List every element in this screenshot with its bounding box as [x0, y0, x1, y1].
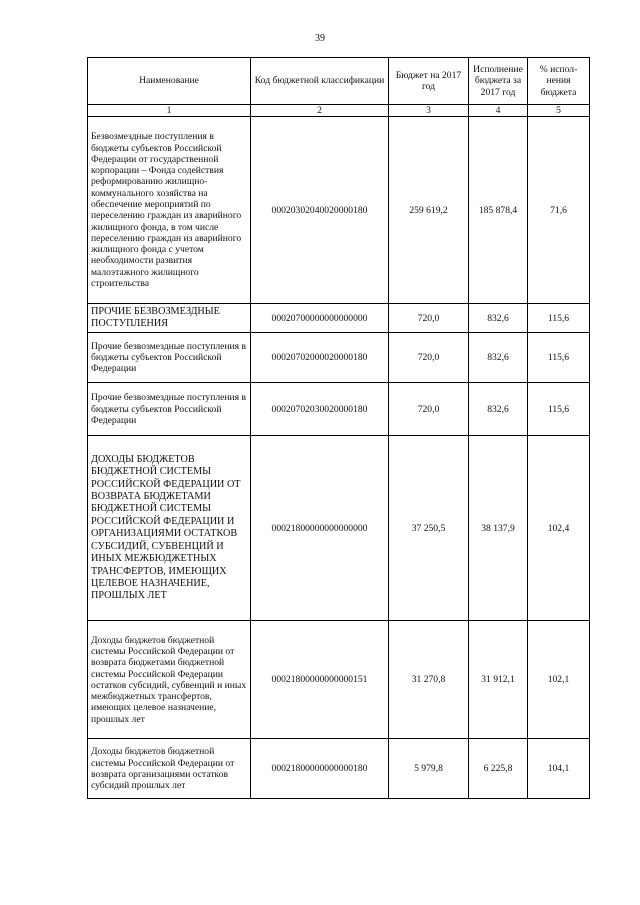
- row-budget: 31 270,8: [389, 621, 469, 739]
- row-budget: 37 250,5: [389, 436, 469, 621]
- column-number: 2: [251, 105, 389, 117]
- row-budget: 720,0: [389, 333, 469, 383]
- header-code: Код бюджетной классификации: [251, 58, 389, 105]
- row-execution: 185 878,4: [469, 117, 528, 304]
- row-code: 00020702030020000180: [251, 383, 389, 436]
- row-execution: 832,6: [469, 304, 528, 333]
- table-row: [88, 436, 590, 621]
- row-execution: 6 225,8: [469, 739, 528, 799]
- column-number: 3: [389, 105, 469, 117]
- row-budget: 259 619,2: [389, 117, 469, 304]
- row-execution: 832,6: [469, 333, 528, 383]
- row-percent: 115,6: [528, 333, 590, 383]
- row-name: Прочие безвозмездные поступления в бюджеты субъектов Российской Федерации: [88, 383, 251, 436]
- table-row: [88, 304, 590, 333]
- row-percent: 102,1: [528, 621, 590, 739]
- table-row: [88, 383, 590, 436]
- row-percent: 104,1: [528, 739, 590, 799]
- row-code: 00020702000020000180: [251, 333, 389, 383]
- row-code: 00020700000000000000: [251, 304, 389, 333]
- header-name: Наименование: [88, 58, 251, 105]
- table-row: [88, 739, 590, 799]
- row-budget: 720,0: [389, 383, 469, 436]
- table-row: [88, 333, 590, 383]
- row-name: ПРОЧИЕ БЕЗВОЗМЕЗДНЫЕ ПОСТУПЛЕНИЯ: [88, 304, 251, 333]
- budget-table: [87, 57, 590, 799]
- row-budget: 720,0: [389, 304, 469, 333]
- row-execution: 38 137,9: [469, 436, 528, 621]
- row-code: 00021800000000000180: [251, 739, 389, 799]
- row-code: 00021800000000000000: [251, 436, 389, 621]
- column-number: 5: [528, 105, 590, 117]
- header-execution: Исполнение бюджета за 2017 год: [469, 58, 528, 105]
- row-percent: 115,6: [528, 304, 590, 333]
- column-number: 4: [469, 105, 528, 117]
- row-code: 00021800000000000151: [251, 621, 389, 739]
- table-header-row: [88, 58, 590, 105]
- row-name: Доходы бюджетов бюджетной системы Российской Федерации от возврата организациями остатков субсидий прошлых лет: [88, 739, 251, 799]
- row-budget: 5 979,8: [389, 739, 469, 799]
- row-name: Прочие безвозмездные поступления в бюджеты субъектов Российской Федерации: [88, 333, 251, 383]
- row-name: ДОХОДЫ БЮДЖЕТОВ БЮДЖЕТНОЙ СИСТЕМЫ РОССИЙСКОЙ ФЕДЕРАЦИИ ОТ ВОЗВРАТА БЮДЖЕТАМИ БЮДЖЕТНОЙ СИСТЕМЫ РОССИЙСКОЙ ФЕДЕРАЦИИ И ОРГАНИЗАЦИЯМИ ОСТАТКОВ СУБСИДИЙ, СУБВЕНЦИЙ И ИНЫХ МЕЖБЮДЖЕТНЫХ ТРАНСФЕРТОВ, ИМЕЮЩИХ ЦЕЛЕВОЕ НАЗНАЧЕНИЕ, ПРОШЛЫХ ЛЕТ: [88, 436, 251, 621]
- column-number-row: [88, 105, 590, 117]
- header-budget: Бюджет на 2017 год: [389, 58, 469, 105]
- column-number: 1: [88, 105, 251, 117]
- table-row: [88, 621, 590, 739]
- row-percent: 102,4: [528, 436, 590, 621]
- header-percent: % испол-нения бюджета: [528, 58, 590, 105]
- row-percent: 71,6: [528, 117, 590, 304]
- row-percent: 115,6: [528, 383, 590, 436]
- page-number: 39: [315, 33, 325, 44]
- row-name: Безвозмездные поступления в бюджеты субъектов Российской Федерации от государственной корпорации – Фонда содействия реформированию жилищно-коммунального хозяйства на обеспечение мероприятий по переселению граждан из аварийного жилищного фонда, в том числе переселению граждан из аварийного жилищного фонда с учетом необходимости развития малоэтажного жилищного строительства: [88, 117, 251, 304]
- row-execution: 31 912,1: [469, 621, 528, 739]
- row-execution: 832,6: [469, 383, 528, 436]
- row-name: Доходы бюджетов бюджетной системы Российской Федерации от возврата бюджетами бюджетной системы Российской Федерации остатков субсидий, субвенций и иных межбюджетных трансфертов, имеющих целевое назначение, прошлых лет: [88, 621, 251, 739]
- table-row: [88, 117, 590, 304]
- row-code: 00020302040020000180: [251, 117, 389, 304]
